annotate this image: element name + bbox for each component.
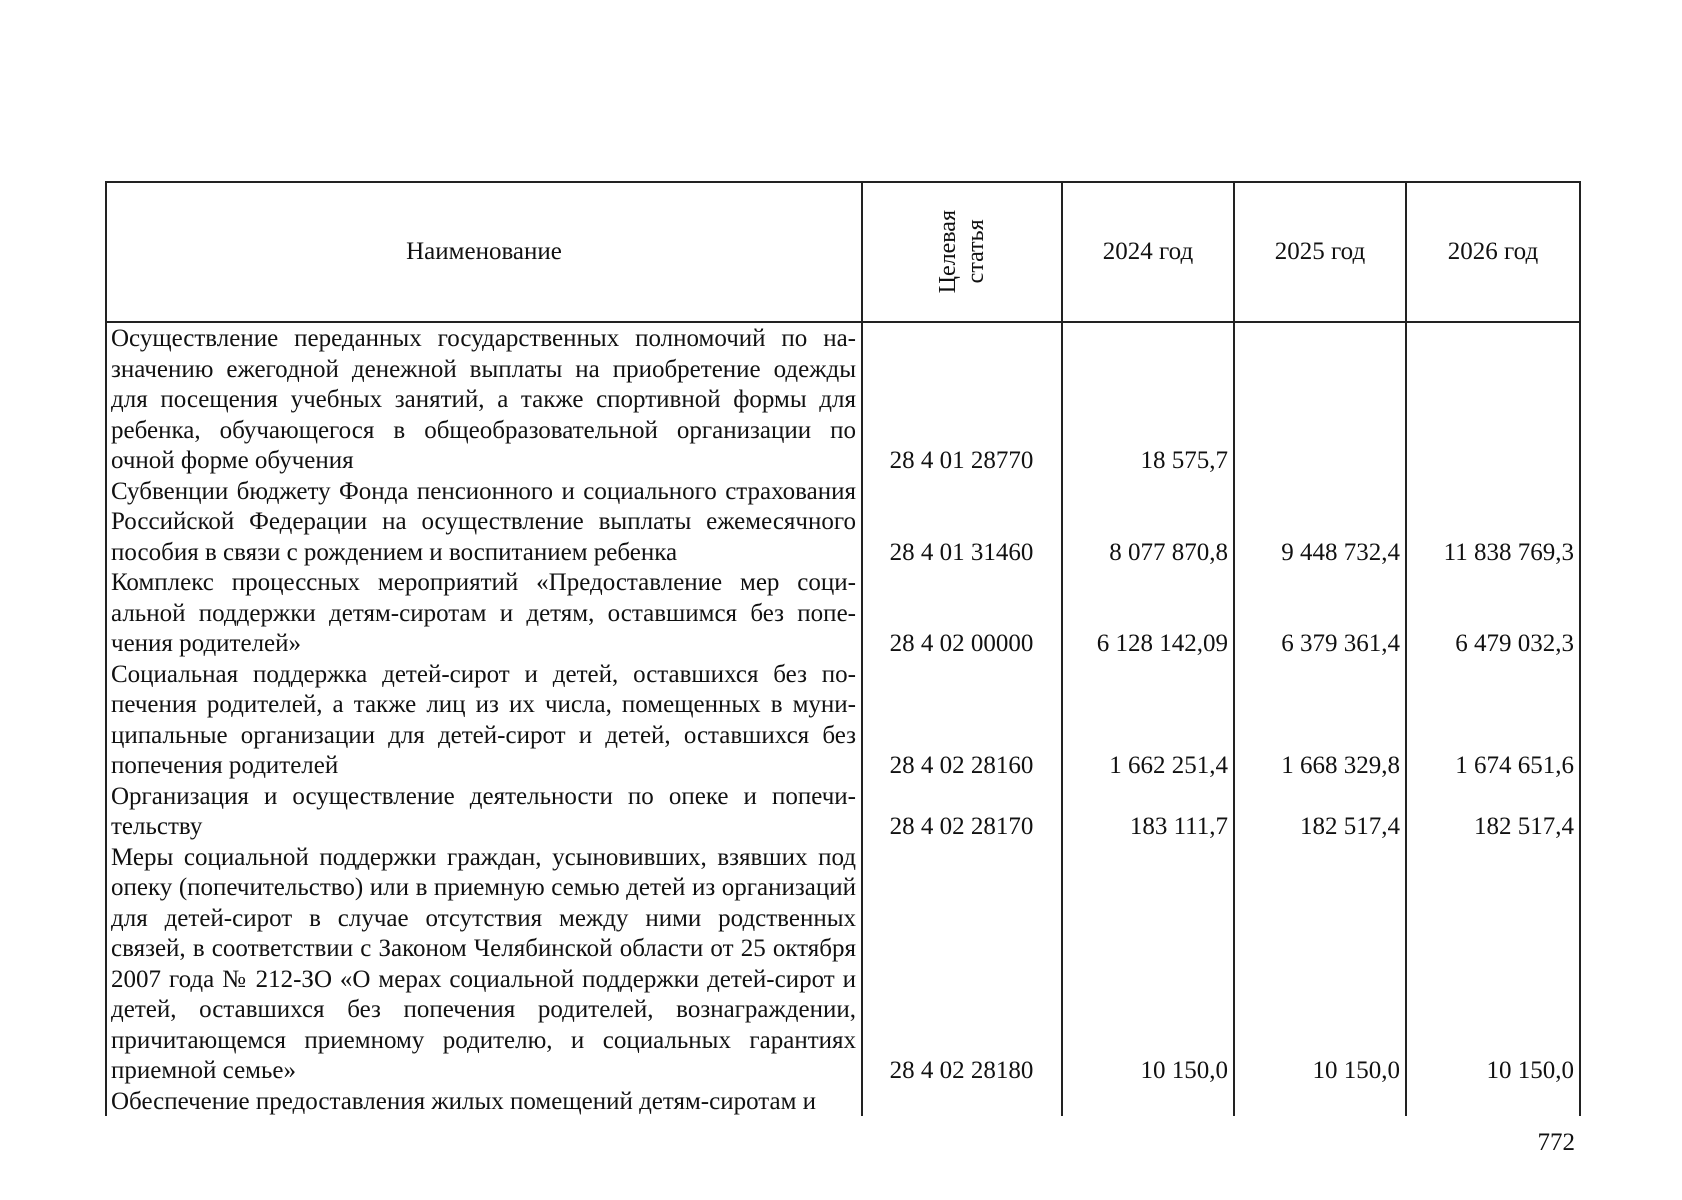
- row-value-2024: 183 111,7: [1062, 782, 1234, 843]
- row-code: 28 4 02 00000: [862, 568, 1062, 660]
- row-value-2026: 1 674 651,6: [1455, 752, 1574, 779]
- row-name: Комплекс процессных мероприятий «Предоставление мер социальной поддержки детям-сиротам и детям, оставшимся без попечения родителей»: [107, 568, 862, 660]
- table-row: [107, 660, 1579, 782]
- row-code: 28 4 01 28770: [862, 322, 1062, 477]
- header-year-2024: 2024 год: [1062, 183, 1234, 322]
- table-row: [107, 477, 1579, 569]
- table-row: [107, 568, 1579, 660]
- row-code: 28 4 02 28170: [862, 782, 1062, 843]
- table-header-row: [107, 183, 1579, 322]
- row-value-2024: 6 128 142,09: [1062, 568, 1234, 660]
- row-value-2024: [1062, 1087, 1234, 1117]
- row-value-2026: [1406, 322, 1579, 477]
- table-row: [107, 843, 1579, 1087]
- row-value-2025: [1234, 322, 1406, 477]
- row-code: 28 4 01 31460: [862, 477, 1062, 569]
- row-value-2025: 182 517,4: [1234, 782, 1406, 843]
- row-name: Меры социальной поддержки граждан, усыновивших, взявших под опеку (попечительство) или в приемную семью детей из организаций для детей-сирот в случае отсутствия между ними родственных связей, в соответствии с Законом Челябинской области от 25 октября 2007 года № 212-ЗО «О мерах социальной поддержки детей-сирот и детей, оставшихся без попечения родителей, вознаграждении, причитающемся приемному родителю, и социальных гарантиях приемной семье»: [107, 843, 862, 1087]
- header-year-2025: 2025 год: [1234, 183, 1406, 322]
- row-value-2024: 8 077 870,8: [1062, 477, 1234, 569]
- row-value-2026: 10 150,0: [1486, 1057, 1574, 1084]
- row-value-2026: 6 479 032,3: [1455, 630, 1574, 657]
- row-value-2026: 11 838 769,3: [1443, 538, 1574, 566]
- row-value-2024: 10 150,0: [1062, 843, 1234, 1087]
- row-value-2024: 18 575,7: [1062, 322, 1234, 477]
- budget-table: [107, 183, 1579, 1116]
- row-value-2025: [1234, 1087, 1406, 1117]
- header-name: Наименование: [107, 183, 862, 322]
- row-value-2025: 1 668 329,8: [1234, 660, 1406, 782]
- table-row: [107, 322, 1579, 477]
- header-year-2026: 2026 год: [1406, 183, 1579, 322]
- row-name: Субвенции бюджету Фонда пенсионного и социального страхования Российской Федерации на осуществление выплаты ежемесячного пособия в связи с рождением и воспитанием ребенка: [107, 477, 862, 569]
- header-code: [862, 183, 1062, 322]
- row-name: Осуществление переданных государственных полномочий по назначению ежегодной денежной выплаты на приобретение одежды для посещения учебных занятий, а также спортивной формы для ребенка, обучающегося в общеобразовательной организации по очной форме обучения: [107, 322, 862, 477]
- table-row: [107, 1087, 1579, 1117]
- row-value-2026: [1406, 1087, 1579, 1117]
- header-code-label: Целевая статья: [935, 210, 989, 294]
- row-value-2025: 10 150,0: [1234, 843, 1406, 1087]
- row-value-2024: 1 662 251,4: [1062, 660, 1234, 782]
- page-number: 772: [1537, 1129, 1575, 1156]
- row-name: Социальная поддержка детей-сирот и детей, оставшихся без попечения родителей, а также лиц из их числа, помещенных в муниципальные организации для детей-сирот и детей, оставшихся без попечения родителей: [107, 660, 862, 782]
- row-code: 28 4 02 28160: [862, 660, 1062, 782]
- row-name: Обеспечение предоставления жилых помещений детям-сиротам и: [107, 1087, 862, 1117]
- row-code: 28 4 02 28180: [862, 843, 1062, 1087]
- row-value-2025: 9 448 732,4: [1234, 477, 1406, 569]
- row-value-2026: 182 517,4: [1474, 813, 1574, 840]
- table-row: [107, 782, 1579, 843]
- row-value-2025: 6 379 361,4: [1234, 568, 1406, 660]
- row-name: Организация и осуществление деятельности по опеке и попечительству: [107, 782, 862, 843]
- budget-table-frame: [105, 181, 1581, 1116]
- row-code: [862, 1087, 1062, 1117]
